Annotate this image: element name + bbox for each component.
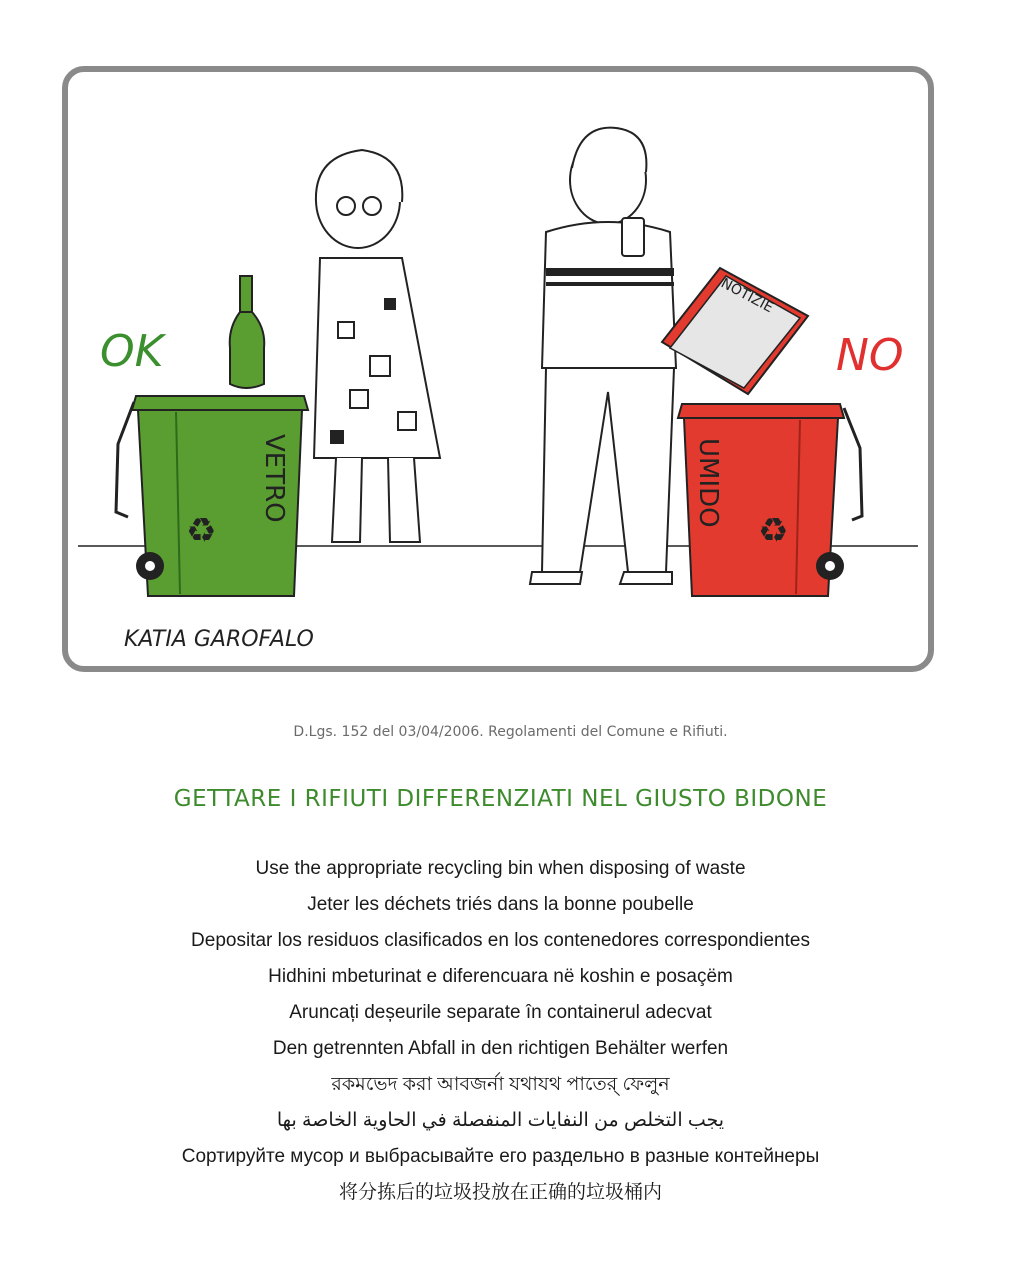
translation-spanish: Depositar los residuos clasificados en los contenedores correspondientes xyxy=(191,930,810,951)
illustration-frame xyxy=(62,66,934,672)
translation-english: Use the appropriate recycling bin when disposing of waste xyxy=(255,858,746,879)
translation-romanian: Aruncați deșeurile separate în containerul adecvat xyxy=(289,1002,712,1023)
newspaper-title: NOTIZIE xyxy=(718,275,776,317)
translation-arabic: يجب التخلص من النفايات المنفصلة في الحاوية الخاصة بها xyxy=(276,1110,725,1131)
ok-label: OK xyxy=(100,326,164,377)
organic-bin xyxy=(678,404,862,596)
recycle-icon-green: ♻ xyxy=(186,511,217,551)
organic-bin-label: UMIDO xyxy=(693,438,723,528)
translation-german: Den getrennten Abfall in den richtigen Behälter werfen xyxy=(272,1038,729,1059)
legal-reference: D.Lgs. 152 del 03/04/2006. Regolamenti del Comune e Rifiuti. xyxy=(293,724,728,740)
newspaper xyxy=(662,268,808,394)
man-figure xyxy=(530,128,676,584)
glass-bottle xyxy=(230,276,265,388)
translation-list xyxy=(0,856,1001,1216)
artist-signature: KATIA GAROFALO xyxy=(124,627,314,652)
woman-figure xyxy=(314,150,440,542)
translation-french: Jeter les déchets triés dans la bonne poubelle xyxy=(307,894,694,915)
translation-albanian: Hidhini mbeturinat e diferencuara në koshin e posaçëm xyxy=(268,966,733,987)
glass-bin-label: VETRO xyxy=(259,434,289,523)
translation-chinese: 将分拣后的垃圾投放在正确的垃圾桶内 xyxy=(338,1182,662,1203)
translation-bengali: রকমভেদ করা আবজর্না যথাযথ পাতের্ ফেলুন xyxy=(331,1074,670,1095)
no-label: NO xyxy=(836,330,904,381)
recycle-icon-red: ♻ xyxy=(758,511,789,551)
headline: GETTARE I RIFIUTI DIFFERENZIATI NEL GIUSTO BIDONE xyxy=(173,786,828,812)
translation-russian: Сортируйте мусор и выбрасывайте его раздельно в разные контейнеры xyxy=(181,1146,820,1167)
recycling-illustration xyxy=(68,72,928,666)
glass-bin xyxy=(116,396,308,596)
